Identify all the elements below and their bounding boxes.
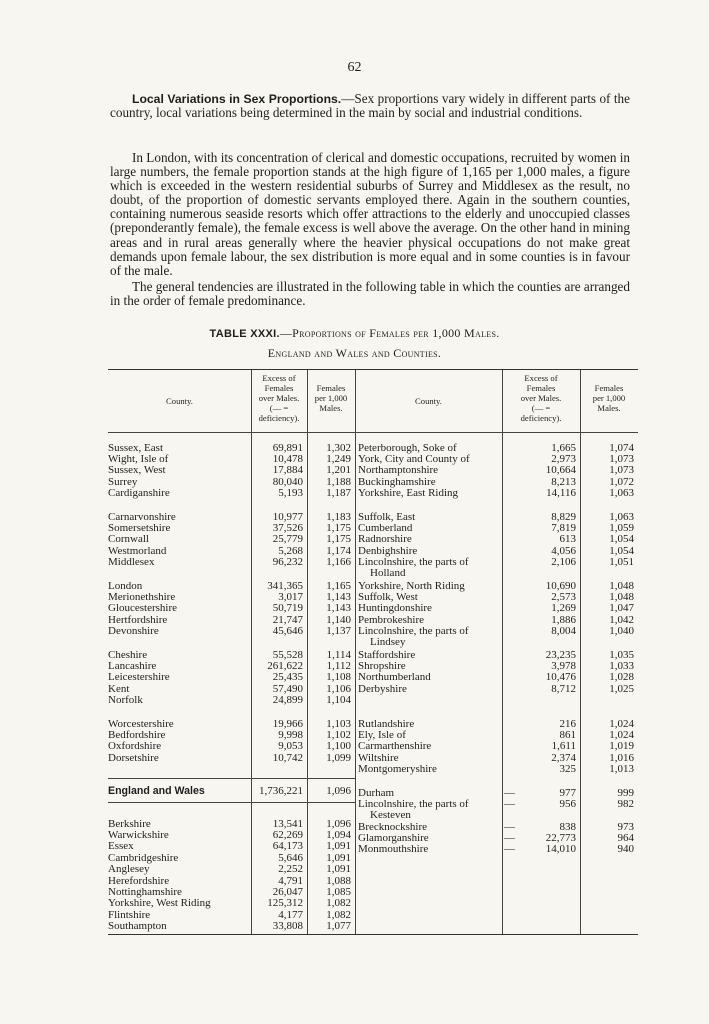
column-header-per-1000: Males. — [319, 403, 343, 413]
table-row-per-1000: 1,096 — [326, 818, 351, 830]
table-row-excess: 96,232 — [272, 555, 303, 568]
table-row-county: Norfolk — [108, 693, 143, 706]
table-row-county: Surrey — [108, 475, 138, 488]
table-row-county: Brecknockshire — [358, 820, 428, 833]
table-row-excess: 55,528 — [272, 649, 303, 661]
table-row-county: Kent — [108, 682, 130, 695]
table-row-per-1000: 1,013 — [609, 762, 634, 775]
table-row-county: Essex — [108, 840, 134, 853]
table-row-excess: 25,435 — [272, 671, 303, 684]
table-title-text: —Proportions of Females per 1,000 Males. — [279, 326, 500, 340]
table-row-excess: 10,742 — [272, 751, 303, 764]
table-row-per-1000: 1,143 — [326, 602, 351, 615]
column-header-per-1000: per 1,000 — [314, 393, 348, 403]
table-row-per-1000: 1,106 — [326, 682, 351, 695]
table-row-county: Peterborough, Soke of — [358, 442, 457, 454]
table-row-county: Cornwall — [108, 533, 149, 546]
table-row-county: Denbighshire — [358, 544, 418, 557]
table-row-per-1000: 1,059 — [609, 522, 634, 535]
table-row-deficiency-sign: — — [504, 843, 515, 855]
table-subtitle: England and Wales and Counties. — [267, 346, 442, 360]
table-row-excess: 14,010 — [545, 843, 576, 855]
table-row-excess: 956 — [559, 798, 576, 811]
table-row-deficiency-sign: — — [504, 787, 515, 799]
table-row-county: Montgomeryshire — [358, 762, 437, 775]
table-title — [0, 326, 709, 341]
table-row-per-1000: 1,104 — [326, 693, 351, 706]
table-row-per-1000: 1,166 — [326, 555, 351, 568]
proportions-table — [108, 369, 638, 935]
table-row-excess: 1,269 — [551, 602, 576, 615]
table-row-per-1000: 1,188 — [326, 475, 351, 488]
table-row-excess: 10,476 — [545, 671, 576, 684]
table-row-county: Yorkshire, West Riding — [108, 897, 211, 910]
column-header-county-right: County. — [415, 396, 442, 406]
table-row-county: Devonshire — [108, 624, 159, 637]
table-row-excess: 19,966 — [272, 718, 303, 730]
column-header-excess-right: over Males. — [520, 393, 562, 403]
table-row-per-1000: 1,082 — [326, 908, 351, 921]
table-row-excess: 216 — [559, 718, 576, 730]
table-row-per-1000: 1,175 — [326, 522, 351, 535]
table-row-county: Yorkshire, East Riding — [358, 486, 459, 499]
table-row-excess: 10,664 — [545, 464, 576, 477]
table-row-per-1000: 1,047 — [609, 602, 634, 615]
table-row-excess: 613 — [559, 533, 576, 546]
table-row-county: Northamptonshire — [358, 464, 439, 477]
table-row-county: Pembrokeshire — [358, 613, 424, 626]
table-row-per-1000: 1,175 — [326, 533, 351, 546]
table-row-excess: 17,884 — [272, 464, 303, 477]
table-row-per-1000: 973 — [617, 820, 634, 833]
column-header-excess: deficiency). — [258, 413, 300, 423]
table-row-per-1000: 1,112 — [326, 660, 351, 673]
table-row-county: Derbyshire — [358, 682, 407, 695]
table-row-excess: 2,106 — [551, 555, 576, 568]
table-row-excess: 26,047 — [272, 886, 303, 899]
table-row-excess: 3,017 — [278, 591, 303, 604]
table-row-county: Lincolnshire, the parts of — [358, 624, 469, 637]
table-row-county: Bedfordshire — [108, 729, 166, 742]
table-row-deficiency-sign: — — [504, 798, 515, 811]
table-row-county: Dorsetshire — [108, 751, 159, 764]
table-row-excess: 125,312 — [267, 897, 303, 910]
table-row-excess: 1,611 — [551, 740, 576, 753]
column-header-per-1000-right: per 1,000 — [592, 393, 626, 403]
column-header-excess: (— = — [269, 403, 289, 413]
table-row-excess: 261,622 — [267, 660, 303, 673]
table-row-county: Durham — [358, 787, 395, 799]
table-row-county: Monmouthshire — [358, 843, 429, 855]
table-row-per-1000: 1,102 — [326, 729, 351, 742]
column-header-excess-right: deficiency). — [520, 413, 562, 423]
table-row-county: Merionethshire — [108, 591, 176, 604]
table-row-per-1000: 1,088 — [326, 875, 351, 887]
column-header-excess-right: Excess of — [524, 373, 558, 383]
table-row-per-1000: 999 — [617, 787, 634, 799]
table-row-excess: 10,478 — [272, 453, 303, 466]
table-row-county: Middlesex — [108, 555, 155, 568]
table-row-county: Southampton — [108, 919, 167, 932]
table-row-county: Wiltshire — [358, 751, 399, 764]
table-row-per-1000: 940 — [617, 843, 634, 855]
table-row-per-1000: 1,249 — [326, 453, 351, 466]
table-row-per-1000: 1,063 — [609, 511, 634, 523]
table-row-county-continued: Lindsey — [370, 636, 406, 648]
table-row-per-1000: 1,042 — [609, 613, 634, 626]
table-row-per-1000: 1,165 — [326, 580, 351, 592]
section-heading: Local Variations in Sex Proportions. — [132, 92, 342, 106]
table-row-county: York, City and County of — [358, 453, 470, 466]
table-row-excess: 7,819 — [551, 522, 576, 535]
table-row-per-1000: 1,040 — [609, 624, 634, 637]
table-row-per-1000: 964 — [617, 831, 634, 844]
table-row-per-1000: 1,100 — [326, 740, 351, 753]
table-row-excess: 5,193 — [278, 486, 303, 499]
table-row-county: Ely, Isle of — [358, 729, 406, 742]
table-row-per-1000: 1,082 — [326, 897, 351, 910]
table-row-per-1000: 1,025 — [609, 682, 634, 695]
table-row-excess: 33,808 — [272, 919, 303, 932]
table-row-excess: 62,269 — [272, 829, 303, 842]
table-row-per-1000: 1,072 — [609, 475, 634, 488]
table-row-excess: 9,998 — [278, 729, 303, 742]
table-row-per-1000: 982 — [617, 798, 634, 811]
total-row-county: England and Wales — [108, 785, 205, 797]
table-row-excess: 1,665 — [551, 442, 576, 454]
table-row-county: Leicestershire — [108, 671, 170, 684]
total-row-excess: 1,736,221 — [259, 785, 303, 797]
table-row-county: Oxfordshire — [108, 740, 162, 753]
column-header-per-1000-right: Females — [594, 383, 624, 393]
table-row-per-1000: 1,054 — [609, 533, 634, 546]
table-row-county: Wight, Isle of — [108, 453, 169, 466]
table-row-excess: 2,573 — [551, 591, 576, 604]
table-row-excess: 80,040 — [272, 475, 303, 488]
table-row-per-1000: 1,063 — [609, 486, 634, 499]
table-row-deficiency-sign: — — [504, 820, 515, 833]
table-row-excess: 5,646 — [278, 851, 303, 864]
table-row-per-1000: 1,174 — [326, 544, 351, 557]
table-row-per-1000: 1,099 — [326, 751, 351, 764]
table-row-county: Cardiganshire — [108, 486, 170, 499]
paragraph-tendencies: The general tendencies are illustrated in the following table in which the counties are arranged in the order of female predominance. — [110, 279, 630, 309]
table-row-excess: 21,747 — [272, 613, 303, 626]
table-row-excess: 838 — [559, 820, 576, 833]
table-row-county: Suffolk, East — [358, 511, 416, 523]
table-row-excess: 14,116 — [546, 486, 576, 499]
table-row-excess: 25,779 — [272, 533, 303, 546]
table-row-excess: 8,712 — [551, 682, 576, 695]
table-row-county: Lincolnshire, the parts of — [358, 798, 469, 811]
table-row-excess: 1,886 — [551, 613, 576, 626]
table-row-excess: 4,056 — [551, 544, 576, 557]
table-row-per-1000: 1,094 — [326, 829, 351, 842]
table-row-per-1000: 1,024 — [609, 729, 634, 742]
table-row-per-1000: 1,016 — [609, 751, 634, 764]
table-row-county: Radnorshire — [358, 533, 412, 546]
column-header-excess: Females — [264, 383, 294, 393]
table-row-per-1000: 1,048 — [609, 580, 634, 592]
table-row-county: Carnarvonshire — [108, 511, 176, 523]
table-row-excess: 37,526 — [272, 522, 303, 535]
table-row-county: Northumberland — [358, 671, 431, 684]
table-row-per-1000: 1,019 — [609, 740, 634, 753]
table-row-county: Cambridgeshire — [108, 851, 179, 864]
table-row-excess: 861 — [559, 729, 576, 742]
table-row-county: Sussex, West — [108, 464, 166, 477]
column-header-per-1000: Females — [316, 383, 346, 393]
table-row-per-1000: 1,187 — [326, 486, 351, 499]
table-row-county: Suffolk, West — [358, 591, 418, 604]
table-row-excess: 4,177 — [278, 908, 303, 921]
table-row-excess: 341,365 — [267, 580, 303, 592]
table-row-county: Staffordshire — [358, 649, 416, 661]
table-row-county: Glamorganshire — [358, 831, 429, 844]
table-row-excess: 69,891 — [272, 442, 303, 454]
table-row-per-1000: 1,091 — [326, 862, 351, 875]
table-row-excess: 4,791 — [278, 875, 303, 887]
table-row-county: Carmarthenshire — [358, 740, 432, 753]
table-row-per-1000: 1,143 — [326, 591, 351, 604]
table-row-per-1000: 1,048 — [609, 591, 634, 604]
table-row-per-1000: 1,024 — [609, 718, 634, 730]
table-row-excess: 45,646 — [272, 624, 303, 637]
table-row-excess: 2,374 — [551, 751, 576, 764]
table-row-excess: 23,235 — [545, 649, 576, 661]
table-row-excess: 2,252 — [278, 862, 303, 875]
table-row-county: Sussex, East — [108, 442, 163, 454]
table-row-county: Yorkshire, North Riding — [358, 580, 465, 592]
table-row-county: Hertfordshire — [108, 613, 168, 626]
table-row-per-1000: 1,183 — [326, 511, 351, 523]
table-row-county: Gloucestershire — [108, 602, 178, 615]
paragraph-london: In London, with its concentration of clerical and domestic occupations, recruited by women in large numbers, the female proportion stands at the high figure of 1,165 per 1,000 males, a figure which is exceeded in the western residential suburbs of Surrey and Middlesex as the result, no doubt, of the proportion of domestic servants employed there. Again in the southern counties, containing numerous seaside resorts which offer attractions to the elderly and unoccupied classes (preponderantly female), the female excess is well above the average. On the other hand in mining areas and in rural areas generally where the heavier physical occupations do not make great demands upon female labour, the sex distribution is more equal and in some counties is in favour of the male. — [110, 150, 630, 278]
table-row-county: Berkshire — [108, 818, 151, 830]
table-row-per-1000: 1,137 — [326, 624, 351, 637]
column-header-county: County. — [166, 396, 193, 406]
paragraph-intro-text: —Sex proportions vary widely in different parts of the country, local variations being determined in the main by social and industrial conditions. — [110, 91, 630, 121]
table-row-per-1000: 1,073 — [609, 464, 634, 477]
table-row-excess: 2,973 — [551, 453, 576, 466]
table-row-deficiency-sign: — — [504, 831, 515, 844]
table-row-county: Herefordshire — [108, 875, 170, 887]
table-row-county: Buckinghamshire — [358, 475, 436, 488]
column-header-excess: Excess of — [262, 373, 296, 383]
table-row-county: Anglesey — [108, 862, 150, 875]
table-row-excess: 8,829 — [551, 511, 576, 523]
table-row-excess: 13,541 — [272, 818, 303, 830]
table-row-excess: 325 — [559, 762, 576, 775]
table-row-per-1000: 1,302 — [326, 442, 351, 454]
table-row-county: Cheshire — [108, 649, 148, 661]
table-row-per-1000: 1,035 — [609, 649, 634, 661]
table-row-county: Lincolnshire, the parts of — [358, 555, 469, 568]
table-row-excess: 5,268 — [278, 544, 303, 557]
table-row-excess: 64,173 — [272, 840, 303, 853]
table-row-excess: 57,490 — [272, 682, 303, 695]
column-header-excess-right: (— = — [531, 403, 551, 413]
paragraph-intro — [110, 92, 630, 120]
table-row-excess: 10,690 — [545, 580, 576, 592]
table-row-county-continued: Holland — [370, 567, 406, 579]
column-header-per-1000-right: Males. — [597, 403, 621, 413]
table-row-per-1000: 1,054 — [609, 544, 634, 557]
table-row-per-1000: 1,028 — [609, 671, 634, 684]
table-row-per-1000: 1,103 — [326, 718, 351, 730]
table-row-county-continued: Kesteven — [370, 809, 411, 822]
table-row-per-1000: 1,114 — [326, 649, 351, 661]
table-row-per-1000: 1,074 — [609, 442, 634, 454]
table-row-per-1000: 1,073 — [609, 453, 634, 466]
table-row-excess: 50,719 — [272, 602, 303, 615]
table-row-per-1000: 1,085 — [326, 886, 351, 899]
table-row-county: Lancashire — [108, 660, 157, 673]
table-row-per-1000: 1,201 — [326, 464, 351, 477]
table-row-per-1000: 1,051 — [609, 555, 634, 568]
table-row-county: London — [108, 580, 143, 592]
table-row-county: Westmorland — [108, 544, 167, 557]
table-row-excess: 24,899 — [272, 693, 303, 706]
table-row-county: Somersetshire — [108, 522, 171, 535]
table-row-excess: 977 — [559, 787, 576, 799]
table-row-per-1000: 1,033 — [609, 660, 634, 673]
table-row-county: Shropshire — [358, 660, 406, 673]
table-row-excess: 10,977 — [272, 511, 303, 523]
table-row-county: Worcestershire — [108, 718, 174, 730]
total-row-per-1000: 1,096 — [326, 785, 351, 797]
table-row-excess: 8,213 — [551, 475, 576, 488]
table-row-excess: 22,773 — [545, 831, 576, 844]
table-row-county: Flintshire — [108, 908, 151, 921]
table-row-per-1000: 1,140 — [326, 613, 351, 626]
table-row-per-1000: 1,077 — [326, 919, 351, 932]
page-number: 62 — [347, 60, 362, 75]
table-row-per-1000: 1,108 — [326, 671, 351, 684]
column-header-excess-right: Females — [526, 383, 556, 393]
table-row-excess: 8,004 — [551, 624, 576, 637]
table-row-excess: 3,978 — [551, 660, 576, 673]
table-row-county: Huntingdonshire — [358, 602, 432, 615]
column-header-excess: over Males. — [258, 393, 300, 403]
table-row-county: Rutlandshire — [358, 718, 415, 730]
table-row-per-1000: 1,091 — [326, 851, 351, 864]
table-row-per-1000: 1,091 — [326, 840, 351, 853]
table-row-county: Warwickshire — [108, 829, 169, 842]
table-row-county: Nottinghamshire — [108, 886, 182, 899]
table-row-excess: 9,053 — [278, 740, 303, 753]
table-title-number: TABLE XXXI. — [209, 328, 280, 340]
table-row-county: Cumberland — [358, 522, 413, 535]
